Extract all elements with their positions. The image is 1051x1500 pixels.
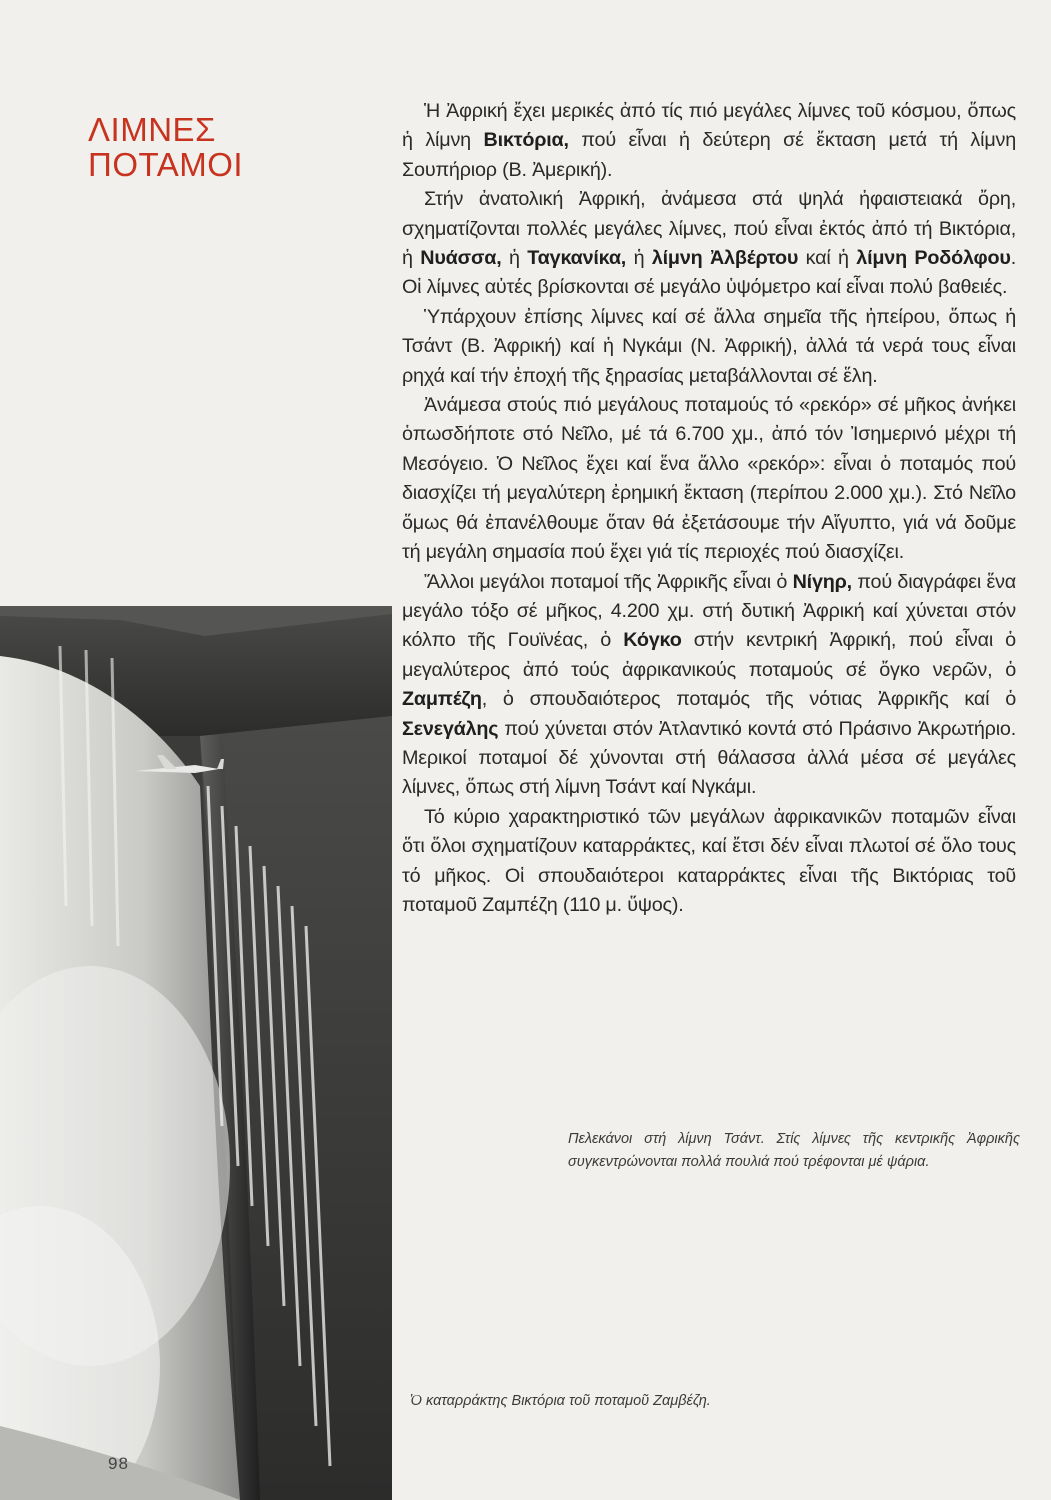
- heading-line-lakes: ΛΙΜΝΕΣ: [88, 111, 216, 148]
- paragraph-2: Στήν ἀνατολική Ἀφρική, ἀνάμεσα στά ψηλά ἠφαιστειακά ὄρη, σχηματίζονται πολλές μεγάλες λίμνες, πού εἶναι ἐκτός ἀπό τή Βικτόρια, ἡ Νυάσσα, ἡ Ταγκανίκα, ἡ λίμνη Ἀλβέρτου καί ἡ λίμνη Ροδόλφου. Οἱ λίμνες αὐτές βρίσκονται σέ μεγάλο ὑψόμετρο καί εἶναι πολύ βαθειές.: [402, 188, 1016, 299]
- article-body: [402, 97, 1016, 920]
- paragraph-1: Ἡ Ἀφρική ἔχει μερικές ἀπό τίς πιό μεγάλες λίμνες τοῦ κόσμου, ὅπως ἡ λίμνη Βικτόρια, πού εἶναι ἡ δεύτερη σέ ἔκταση μετά τή λίμνη Σουπήριορ (Β. Ἀμερική).: [402, 100, 1017, 181]
- paragraph-6: Τό κύριο χαρακτηριστικό τῶν μεγάλων ἀφρικανικῶν ποταμῶν εἶναι ὅτι ὅλοι σχηματίζουν καταρράκτες, καί ἔτσι δέν εἶναι πλωτοί σέ ὅλο τους τό μῆκος. Οἱ σπουδαιότεροι καταρράκτες εἶναι τῆς Βικτόριας τοῦ ποταμοῦ Ζαμπέζη (110 μ. ὕψος).: [402, 805, 1016, 916]
- pelicans-caption: Πελεκάνοι στή λίμνη Τσάντ. Στίς λίμνες τῆς κεντρικῆς Ἀφρικῆς συγκεντρώνονται πολλά πουλιά πού τρέφονται μέ ψάρια.: [568, 1131, 1020, 1170]
- section-heading: [88, 112, 288, 182]
- victoria-falls-photo: [0, 606, 392, 1500]
- paragraph-4: Ἀνάμεσα στούς πιό μεγάλους ποταμούς τό «ρεκόρ» σέ μῆκος ἀνήκει ὁπωσδήποτε στό Νεῖλο, μέ τά 6.700 χμ., ἀπό τόν Ἰσημερινό μέχρι τή Μεσόγειο. Ὁ Νεῖλος ἔχει καί ἕνα ἄλλο «ρεκόρ»: εἶναι ὁ ποταμός πού διασχίζει τή μεγαλύτερη ἐρημική ἔκταση (περίπου 2.000 χμ.). Στό Νεῖλο ὅμως θά ἐπανέλθουμε ὅταν θά ἐξετάσουμε τήν Αἴγυπτο, γιά νά δοῦμε τή μεγάλη σημασία πού ἔχει γιά τίς περιοχές πού διασχίζει.: [402, 394, 1016, 564]
- paragraph-5: Ἄλλοι μεγάλοι ποταμοί τῆς Ἀφρικῆς εἶναι ὁ Νίγηρ, πού διαγράφει ἕνα μεγάλο τόξο σέ μῆκος, 4.200 χμ. στή δυτική Ἀφρική καί χύνεται στόν κόλπο τῆς Γουϊνέας, ὁ Κόγκο στήν κεντρική Ἀφρική, πού εἶναι ὁ μεγαλύτερος ἀπό τούς ἀφρικανικούς ποταμούς σέ ὄγκο νερῶν, ὁ Ζαμπέζη, ὁ σπουδαιότερος ποταμός τῆς νότιας Ἀφρικῆς καί ὁ Σενεγάλης πού χύνεται στόν Ἀτλαντικό κοντά στό Πράσινο Ἀκρωτήριο. Μερικοί ποταμοί δέ χύνονται στή θάλασσα ἀλλά μέσα σέ μεγάλες λίμνες, ὅπως στή λίμνη Τσάντ καί Νγκάμι.: [402, 570, 1016, 799]
- paragraph-3: Ὑπάρχουν ἐπίσης λίμνες καί σέ ἄλλα σημεῖα τῆς ἠπείρου, ὅπως ἡ Τσάντ (Β. Ἀφρική) καί ἡ Νγκάμι (Ν. Ἀφρική), ἀλλά τά νερά τους εἶναι ρηχά καί τήν ἐποχή τῆς ξηρασίας μεταβάλλονται σέ ἕλη.: [402, 305, 1016, 387]
- falls-caption: Ὁ καταρράκτης Βικτόρια τοῦ ποταμοῦ Ζαμβέζη.: [410, 1393, 711, 1409]
- page-number: 98: [108, 1454, 129, 1473]
- heading-line-rivers: ΠΟΤΑΜΟΙ: [88, 146, 244, 183]
